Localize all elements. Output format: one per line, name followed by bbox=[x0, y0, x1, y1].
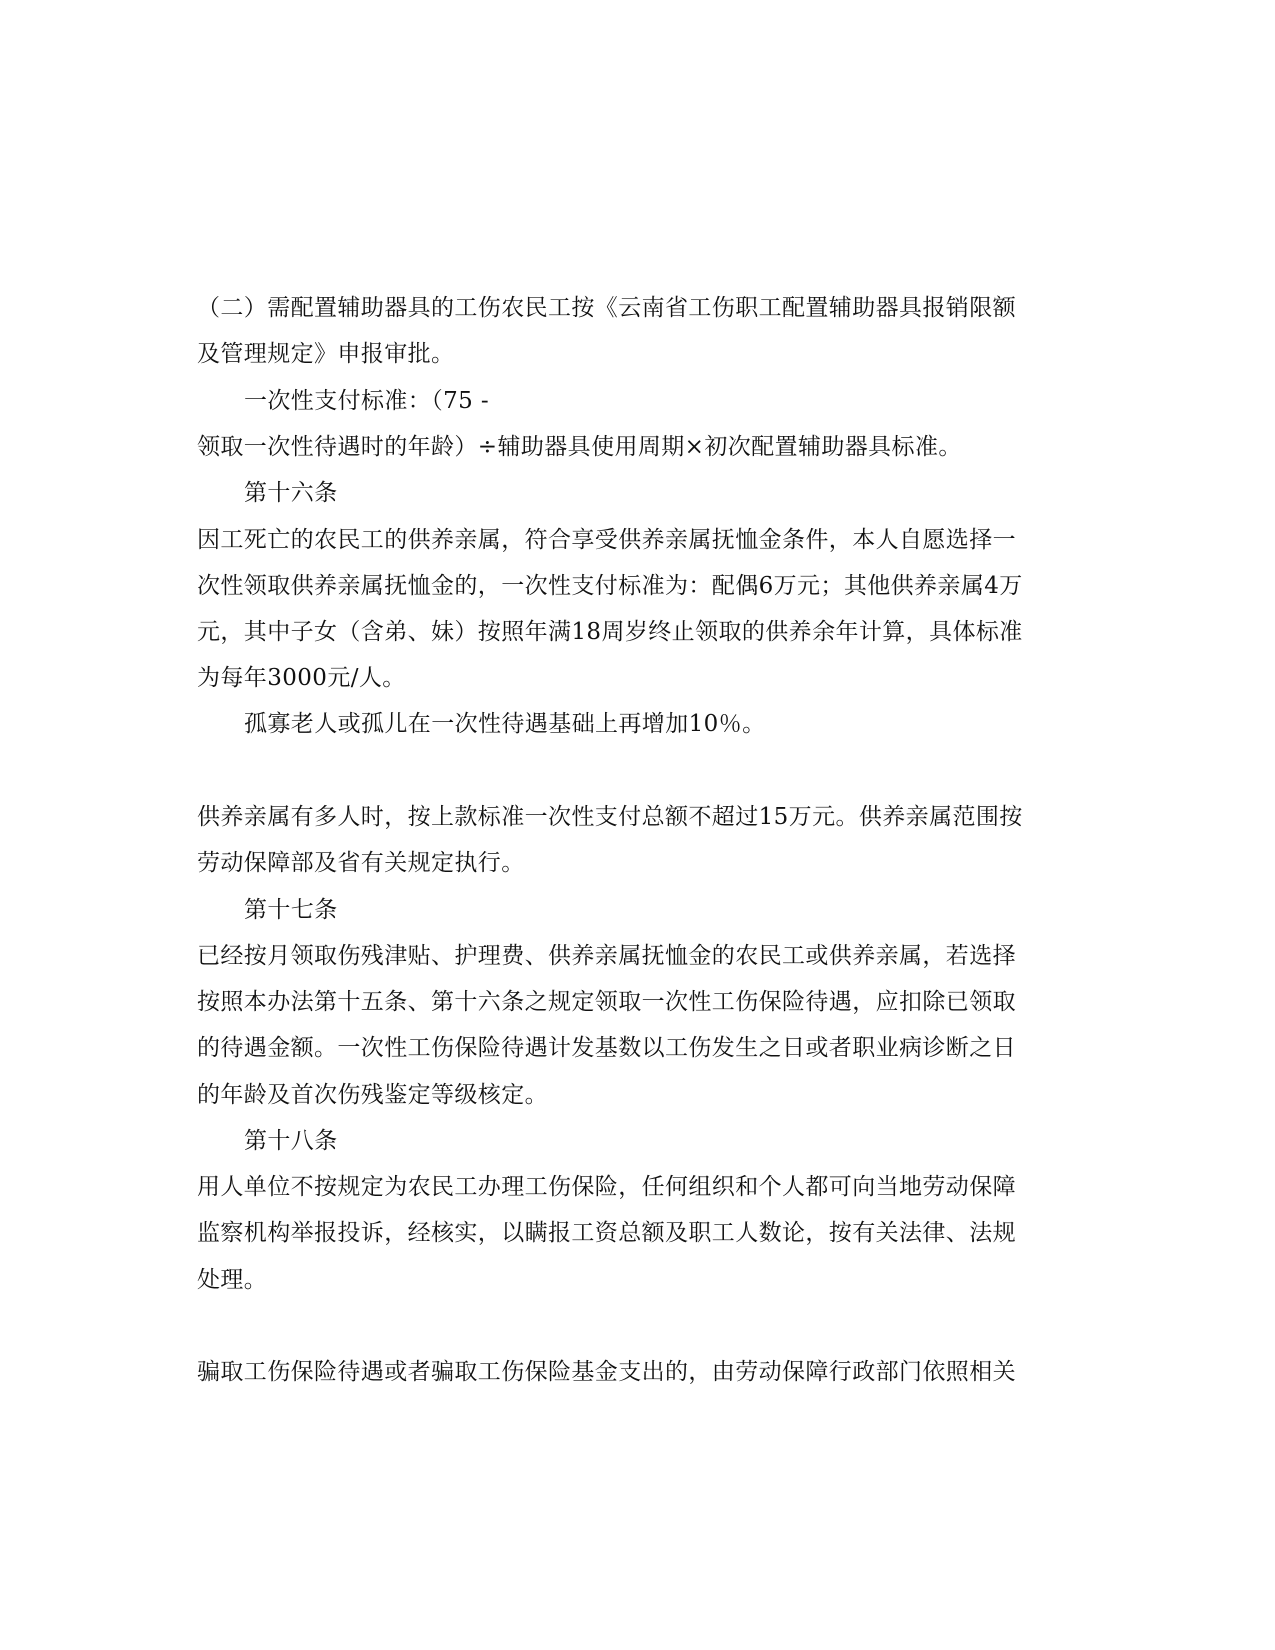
text-line: 已经按月领取伤残津贴、护理费、供养亲属抚恤金的农民工或供养亲属，若选择 bbox=[197, 943, 1016, 969]
text-line: 次性领取供养亲属抚恤金的，一次性支付标准为：配偶6万元；其他供养亲属4万 bbox=[197, 573, 1023, 599]
text-line: 元，其中子女（含弟、妹）按照年满18周岁终止领取的供养余年计算，具体标准 bbox=[197, 619, 1023, 645]
text-line: 劳动保障部及省有关规定执行。 bbox=[197, 850, 525, 876]
text-line: 供养亲属有多人时，按上款标准一次性支付总额不超过15万元。供养亲属范围按 bbox=[197, 804, 1023, 830]
text-line: 因工死亡的农民工的供养亲属，符合享受供养亲属抚恤金条件，本人自愿选择一 bbox=[197, 527, 1016, 553]
text-line: 及管理规定》申报审批。 bbox=[197, 341, 455, 367]
text-line: 监察机构举报投诉，经核实，以瞒报工资总额及职工人数论，按有关法律、法规 bbox=[197, 1220, 1016, 1246]
text-line: 骗取工伤保险待遇或者骗取工伤保险基金支出的，由劳动保障行政部门依照相关 bbox=[197, 1359, 1016, 1385]
text-line: 为每年3000元/人。 bbox=[197, 665, 406, 691]
text-line: 处理。 bbox=[197, 1267, 268, 1293]
text-line: 孤寡老人或孤儿在一次性待遇基础上再增加10％。 bbox=[244, 711, 766, 737]
text-line: 用人单位不按规定为农民工办理工伤保险，任何组织和个人都可向当地劳动保障 bbox=[197, 1174, 1016, 1200]
text-line: 一次性支付标准：（75 - bbox=[244, 388, 490, 414]
text-line: 的待遇金额。一次性工伤保险待遇计发基数以工伤发生之日或者职业病诊断之日 bbox=[197, 1035, 1016, 1061]
text-line: 的年龄及首次伤残鉴定等级核定。 bbox=[197, 1082, 548, 1108]
article-heading: 第十八条 bbox=[244, 1128, 338, 1154]
article-heading: 第十七条 bbox=[244, 897, 338, 923]
text-line: 按照本办法第十五条、第十六条之规定领取一次性工伤保险待遇，应扣除已领取 bbox=[197, 989, 1016, 1015]
article-heading: 第十六条 bbox=[244, 480, 338, 506]
text-line: 领取一次性待遇时的年龄）÷辅助器具使用周期×初次配置辅助器具标准。 bbox=[197, 434, 962, 460]
text-line: （二）需配置辅助器具的工伤农民工按《云南省工伤职工配置辅助器具报销限额 bbox=[197, 295, 1016, 321]
